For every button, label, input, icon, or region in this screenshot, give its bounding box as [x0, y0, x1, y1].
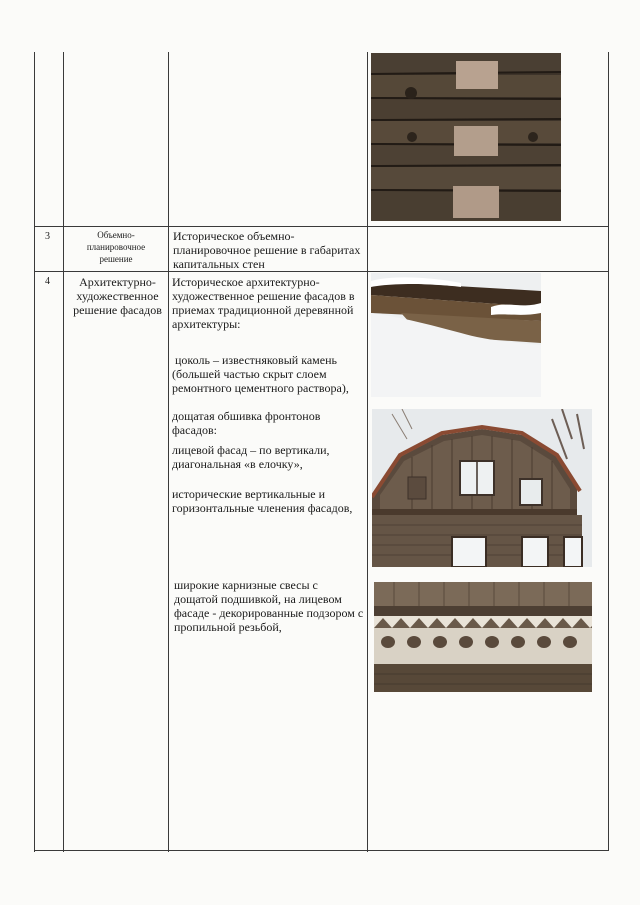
photo-plinth-snow [371, 273, 541, 397]
table-border-left [34, 52, 35, 852]
row-divider-1 [34, 226, 609, 227]
row-4-desc-divisions: исторические вертикальные и горизонтальные членения фасадов, [172, 487, 353, 515]
table-border-bottom [34, 850, 609, 851]
row-divider-2 [34, 271, 609, 272]
table-divider-col2 [168, 52, 169, 852]
row-4-name: Архитектурно-художественное решение фасадов [73, 275, 162, 317]
row-3-name: Объемно-планировочное решение [86, 230, 146, 264]
photo-cornice-carving [374, 582, 592, 692]
row-4-desc-plinth: цоколь – известняковый камень (большей частью скрыт слоем ремонтного цементного раствора), [172, 353, 349, 395]
row-4-desc-gable-cladding: дощатая обшивка фронтонов фасадов: [172, 409, 321, 437]
photo-log-wall [371, 53, 561, 221]
photo-house-facade [372, 409, 592, 567]
row-3-description: Историческое объемно-планировочное решение в габаритах капитальных стен [173, 229, 361, 271]
row-3-number: 3 [45, 231, 50, 242]
table-divider-col3 [367, 52, 368, 852]
table-border-right [608, 52, 609, 850]
row-4-desc-front-facade: лицевой фасад – по вертикали, диагональная «в елочку», [172, 443, 330, 471]
row-4-desc-cornice: широкие карнизные свесы с дощатой подшивкой, на лицевом фасаде - декорированные подзором с пропильной резьбой, [174, 578, 364, 634]
row-4-number: 4 [45, 276, 50, 287]
row-4-desc-intro: Историческое архитектурно-художественное решение фасадов в приемах традиционной деревянной архитектуры: [172, 275, 355, 331]
table-divider-col1 [63, 52, 64, 852]
